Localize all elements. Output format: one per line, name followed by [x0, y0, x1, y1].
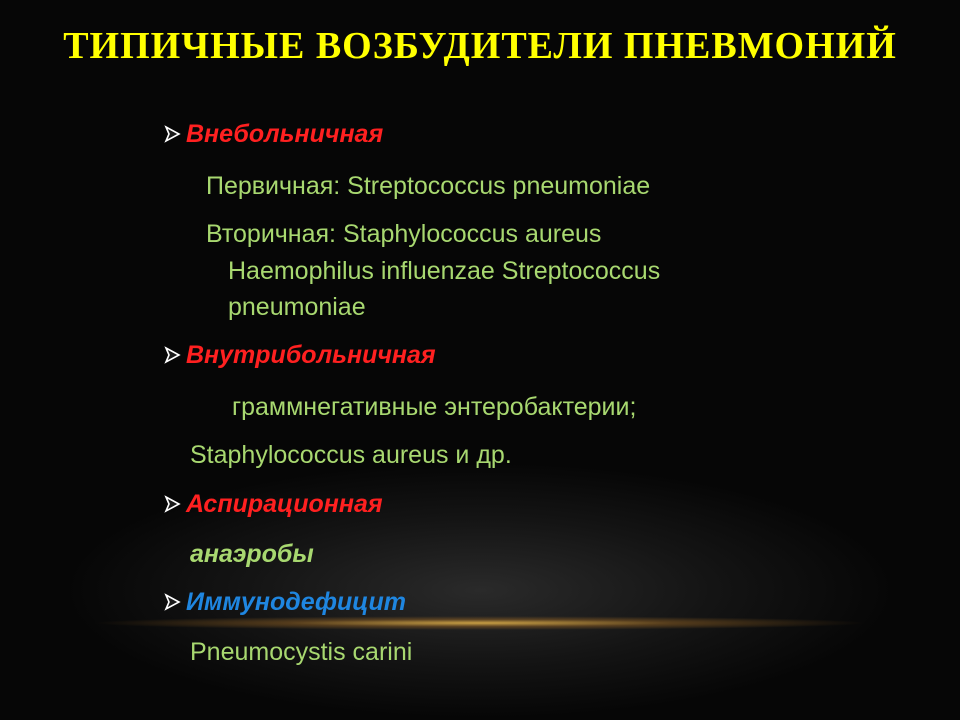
section-heading-aspiration: Аспирационная: [164, 489, 383, 519]
text-line: Первичная: Streptococcus pneumoniae: [206, 172, 651, 200]
text-line: Haemophilus influenzae Streptococcus: [228, 257, 661, 285]
decorative-glow: [90, 616, 870, 630]
arrow-bullet-icon: [164, 495, 182, 513]
text-line: Staphylococcus aureus и др.: [190, 441, 512, 469]
slide-title: ТИПИЧНЫЕ ВОЗБУДИТЕЛИ ПНЕВМОНИЙ: [63, 25, 897, 67]
arrow-bullet-icon: [164, 346, 182, 364]
arrow-bullet-icon: [164, 125, 182, 143]
text-line: Pneumocystis carini: [190, 638, 413, 666]
text-line: граммнегативные энтеробактерии;: [232, 393, 637, 421]
text-line: pneumoniae: [228, 293, 366, 321]
section-heading-immunodeficiency: Иммунодефицит: [164, 587, 406, 617]
section-heading-community: Внебольничная: [164, 119, 383, 149]
section-heading-hospital: Внутрибольничная: [164, 340, 436, 370]
text-line: Вторичная: Staphylococcus aureus: [206, 220, 602, 248]
text-line: анаэробы: [190, 540, 314, 568]
arrow-bullet-icon: [164, 593, 182, 611]
